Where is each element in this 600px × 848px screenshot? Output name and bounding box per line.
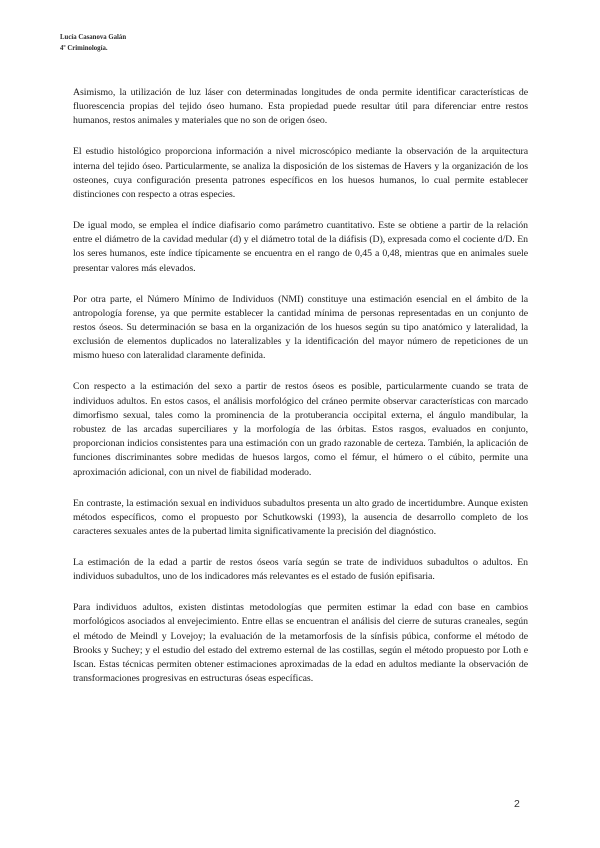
paragraph-estimacion-sexo-subadultos: En contraste, la estimación sexual en individuos subadultos presenta un alto grado de incertidumbre. Aunque existen métodos específicos, como el propuesto por Schutkowski (1993), la ausencia de desarrollo completo de los caracteres sexuales antes de la pubertad limita significativamente la precisión del diagnóstico. (73, 497, 528, 538)
paragraph-edad-adultos: Para individuos adultos, existen distintas metodologías que permiten estimar la edad con base en cambios morfológicos asociados al envejecimiento. Entre ellas se encuentran el análisis del cierre de suturas craneales, según el método de Meindl y Lovejoy; la evaluación de la metamorfosis de la sínfisis púbica, conforme el método de Brooks y Suchey; y el estudio del estado del extremo esternal de las costillas, según el método propuesto por Loth e Iscan. Estas técnicas permiten obtener estimaciones aproximadas de la edad en adultos mediante la observación de transformaciones progresivas en estructuras óseas específicas. (73, 602, 528, 685)
page-number: 2 (514, 798, 520, 810)
course-label: 4º Criminología. (60, 45, 108, 52)
author-name: Lucía Casanova Galán (60, 34, 127, 41)
paragraph-estimacion-edad: La estimación de la edad a partir de restos óseos varía según se trate de individuos subadultos o adultos. En individuos subadultos, uno de los indicadores más relevantes es el estado de fusión epifisaria. (73, 557, 528, 583)
paragraph-luz-laser: Asimismo, la utilización de luz láser con determinadas longitudes de onda permite identificar características de fluorescencia propias del tejido óseo humano. Esta propiedad puede resultar útil para diferenciar entre restos humanos, restos animales y materiales que no son de origen óseo. (73, 87, 528, 127)
document-body (73, 86, 528, 703)
paragraph-estimacion-sexo-adultos: Con respecto a la estimación del sexo a partir de restos óseos es posible, particularmente cuando se trata de individuos adultos. En estos casos, el análisis morfológico del cráneo permite observar características con marcado dimorfismo sexual, tales como la prominencia de la protuberancia occipital externa, el ángulo mandibular, la robustez de las arcadas superciliares y la morfología de las órbitas. Estos rasgos, evaluados en conjunto, proporcionan indicios consistentes para una estimación con un grado razonable de certeza. También, la aplicación de funciones discriminantes sobre medidas de huesos largos, como el fémur, el húmero o el cúbito, permite una aproximación adicional, con un nivel de fiabilidad moderado. (73, 381, 528, 478)
paragraph-estudio-histologico: El estudio histológico proporciona información a nivel microscópico mediante la observación de la arquitectura interna del tejido óseo. Particularmente, se analiza la disposición de los sistemas de Havers y la organización de los osteones, cuya configuración presenta patrones específicos en los huesos humanos, lo cual permite establecer distinciones con respecto a otras especies. (73, 146, 528, 201)
paragraph-indice-diafisario: De igual modo, se emplea el índice diafisario como parámetro cuantitativo. Este se obtiene a partir de la relación entre el diámetro de la cavidad medular (d) y el diámetro total de la diáfisis (D), expresada como el cociente d/D. En los seres humanos, este índice típicamente se encuentra en el rango de 0,45 a 0,48, mientras que en animales suele presentar valores más elevados. (73, 220, 528, 274)
page-header (60, 32, 126, 54)
paragraph-nmi: Por otra parte, el Número Mínimo de Individuos (NMI) constituye una estimación esencial en el ámbito de la antropología forense, ya que permite establecer la cantidad mínima de personas representadas en un conjunto de restos óseos. Su determinación se basa en la organización de los huesos según su tipo anatómico y lateralidad, la exclusión de elementos duplicados no lateralizables y la identificación del mayor número de repeticiones de un mismo hueso con lateralidad claramente definida. (73, 293, 528, 362)
